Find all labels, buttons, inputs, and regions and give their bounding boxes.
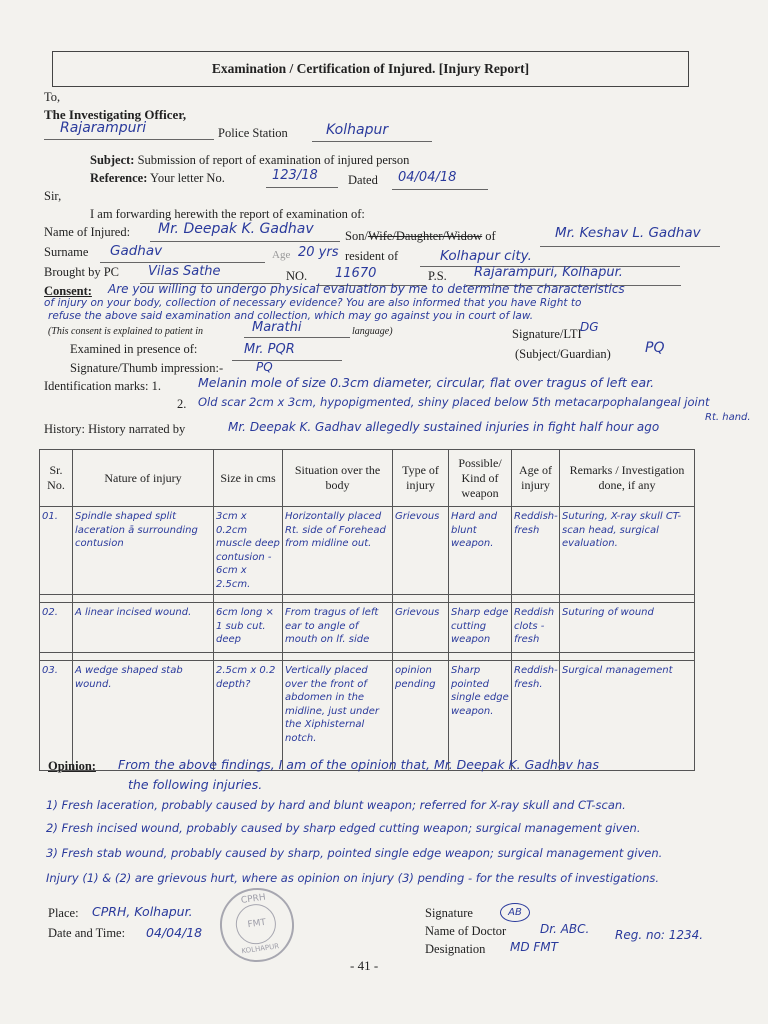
opinion-line0b: the following injuries. (128, 777, 263, 792)
signature-label: Signature (425, 906, 473, 920)
row1-type: Grievous (395, 511, 440, 522)
row2-size: 6cm long × 1 sub cut. deep (216, 607, 274, 645)
name-value: Mr. Deepak K. Gadhav (158, 221, 314, 237)
row2-sr: 02. (42, 607, 58, 618)
row1-sr: 01. (42, 511, 58, 522)
id-num2: 2. (177, 397, 187, 411)
table-row (40, 507, 695, 595)
surname-label: Surname (44, 245, 89, 259)
injury-table (39, 449, 695, 771)
report-title (52, 51, 689, 87)
id-label: Identification marks: 1. (44, 379, 161, 393)
date-label: Date and Time: (48, 926, 126, 940)
station-city: Kolhapur (326, 122, 389, 138)
row1-situation: Horizontally placed Rt. side of Forehead from midline out. (285, 511, 386, 549)
row2-weapon: Sharp edge cutting weapon (451, 607, 509, 645)
designation-value: MD FMT (510, 940, 558, 954)
header-nature: Nature of injury (73, 450, 214, 507)
header-sr: Sr. No. (40, 450, 73, 507)
header-age: Age of injury (512, 450, 560, 507)
opinion-line3: 3) Fresh stab wound, probably caused by sharp, pointed single edge weapon; surgical management given. (46, 846, 663, 860)
brought-value: Vilas Sathe (148, 264, 221, 279)
impression-mark: PQ (256, 360, 273, 374)
report-title-text: Examination / Certification of Injured. [Injury Report] (211, 61, 530, 76)
to-label: To, (44, 90, 61, 104)
consent-label: Consent: (44, 284, 92, 298)
row3-nature: A wedge shaped stab wound. (75, 665, 183, 690)
opinion-line0: From the above findings, I am of the opinion that, Mr. Deepak K. Gadhav has (118, 757, 599, 772)
station-label: Police Station (218, 126, 288, 140)
consent-note: (This consent is explained to patient in (48, 326, 203, 337)
header-size: Size in cms (214, 450, 283, 507)
row3-size: 2.5cm x 0.2 depth? (216, 665, 276, 690)
place-value: CPRH, Kolhapur. (92, 904, 193, 919)
row2-situation: From tragus of left ear to angle of mouth on lf. side (285, 607, 379, 645)
place-label: Place: (48, 906, 79, 920)
no-value: 11670 (335, 266, 377, 281)
stamp-top-text: CPRH (240, 892, 267, 906)
lti-sig-mark: DG (580, 320, 599, 334)
surname-blank (100, 262, 265, 263)
city-blank (312, 141, 432, 142)
consent-line3: refuse the above said examination and collection, which may go against you in court of law. (48, 310, 534, 322)
row3-situation: Vertically placed over the front of abdomen in the midline, just under the Xiphisternal notch. (285, 665, 379, 744)
row3-remarks: Surgical management (562, 665, 673, 676)
table-header-row (40, 450, 695, 507)
resident-label: resident of (345, 249, 399, 263)
consent-line2: of injury on your body, collection of necessary evidence? You are also informed that you have Right to (44, 297, 582, 309)
history-value: Mr. Deepak K. Gadhav allegedly sustained injuries in fight half hour ago (228, 420, 660, 434)
id-mark2: Old scar 2cm x 3cm, hypopigmented, shiny placed below 5th metacarpophalangeal joint (198, 395, 710, 409)
id-mark1: Melanin mole of size 0.3cm diameter, circular, flat over tragus of left ear. (198, 375, 655, 390)
reference-line (90, 171, 225, 186)
row2-age: Reddish clots - fresh (514, 607, 555, 645)
official-stamp (215, 883, 299, 967)
age-label: Age (272, 249, 291, 261)
examined-blank (232, 360, 342, 361)
row1-nature: Spindle shaped split laceration ā surrounding contusion (75, 511, 198, 549)
letter-no: 123/18 (272, 168, 318, 183)
history-label: History: History narrated by (44, 422, 186, 436)
relation-suffix: of (485, 229, 496, 243)
surname-value: Gadhav (110, 243, 163, 259)
examined-value: Mr. PQR (244, 342, 295, 357)
row3-weapon: Sharp pointed single edge weapon. (451, 665, 509, 717)
resident-value: Kolhapur city. (440, 248, 532, 264)
consent-line1: Are you willing to undergo physical evaluation by me to determine the characteristics (108, 282, 625, 296)
row2-remarks: Suturing of wound (562, 607, 654, 618)
relation-line (345, 229, 496, 244)
father-value: Mr. Keshav L. Gadhav (555, 225, 701, 241)
language-label: language) (352, 326, 393, 337)
examined-label: Examined in presence of: (70, 342, 198, 356)
header-weapon: Possible/ Kind of weapon (449, 450, 512, 507)
relation-prefix: Son/ (345, 229, 368, 243)
ps-value: Rajarampuri, Kolhapur. (474, 265, 623, 280)
name-label: Name of Injured: (44, 225, 131, 239)
subject-label: Subject: (90, 153, 135, 167)
signature-mark: AB (500, 903, 530, 922)
stamp-bottom-text: KOLHAPUR (241, 942, 280, 956)
stamp-mid-text: FMT (247, 917, 267, 931)
station-blank (44, 139, 214, 140)
row2-type: Grievous (395, 607, 440, 618)
doctor-label: Name of Doctor (425, 924, 507, 938)
station-value: Rajarampuri (60, 120, 147, 136)
opinion-line4: Injury (1) & (2) are grievous hurt, where as opinion on injury (3) pending - for the results of investigations. (46, 871, 660, 885)
table-row (40, 661, 695, 771)
language-value: Marathi (252, 320, 302, 335)
language-blank (244, 337, 350, 338)
id-mark2-tail: Rt. hand. (705, 412, 751, 423)
reference-text: Your letter No. (150, 171, 225, 185)
age-value: 20 yrs (298, 245, 339, 260)
sig-thumb-label: Signature/Thumb impression:- (70, 361, 224, 375)
header-situation: Situation over the body (283, 450, 393, 507)
row3-sr: 03. (42, 665, 58, 676)
name-blank (150, 241, 340, 242)
letter-no-blank (266, 187, 338, 188)
salutation: Sir, (44, 189, 62, 203)
row1-remarks: Suturing, X-ray skull CT-scan head, surgical evaluation. (562, 511, 682, 549)
dated-value: 04/04/18 (398, 170, 457, 185)
row1-weapon: Hard and blunt weapon. (451, 511, 498, 549)
subject-guardian: (Subject/Guardian) (515, 347, 611, 361)
ps-label: P.S. (428, 269, 447, 283)
page-number: - 41 - (350, 958, 379, 973)
doctor-value: Dr. ABC. (540, 922, 590, 936)
no-label: NO. (286, 269, 308, 283)
relation-struck: Wife/Daughter/Widow (367, 229, 483, 243)
row1-size: 3cm x 0.2cm muscle deep contusion - 6cm x 2.5cm. (216, 511, 280, 590)
reference-label: Reference: (90, 171, 148, 185)
guardian-sig-mark: PQ (645, 340, 665, 356)
intro-text: I am forwarding herewith the report of examination of: (90, 207, 365, 221)
dated-label: Dated (348, 173, 378, 187)
designation-label: Designation (425, 942, 486, 956)
opinion-label: Opinion: (48, 759, 96, 773)
reg-value: Reg. no: 1234. (615, 928, 704, 942)
date-value: 04/04/18 (146, 925, 203, 940)
father-blank (540, 246, 720, 247)
row3-type: opinion pending (395, 665, 436, 690)
subject-text: Submission of report of examination of injured person (137, 153, 410, 167)
brought-label: Brought by PC (44, 265, 120, 279)
subject-line (90, 153, 409, 168)
header-type: Type of injury (393, 450, 449, 507)
dated-blank (392, 189, 488, 190)
header-remarks: Remarks / Investigation done, if any (560, 450, 695, 507)
table-row-separator (40, 653, 695, 661)
table-row (40, 603, 695, 653)
opinion-line1: 1) Fresh laceration, probably caused by hard and blunt weapon; referred for X-ray skull and CT-scan. (46, 798, 626, 812)
row3-age: Reddish-fresh. (514, 665, 558, 690)
table-row-separator (40, 595, 695, 603)
row1-age: Reddish-fresh (514, 511, 558, 536)
row2-nature: A linear incised wound. (75, 607, 192, 618)
opinion-line2: 2) Fresh incised wound, probably caused by sharp edged cutting weapon; surgical management given. (46, 821, 641, 835)
recipient: The Investigating Officer, (44, 107, 187, 122)
signature-lti: Signature/LTI (512, 327, 582, 341)
